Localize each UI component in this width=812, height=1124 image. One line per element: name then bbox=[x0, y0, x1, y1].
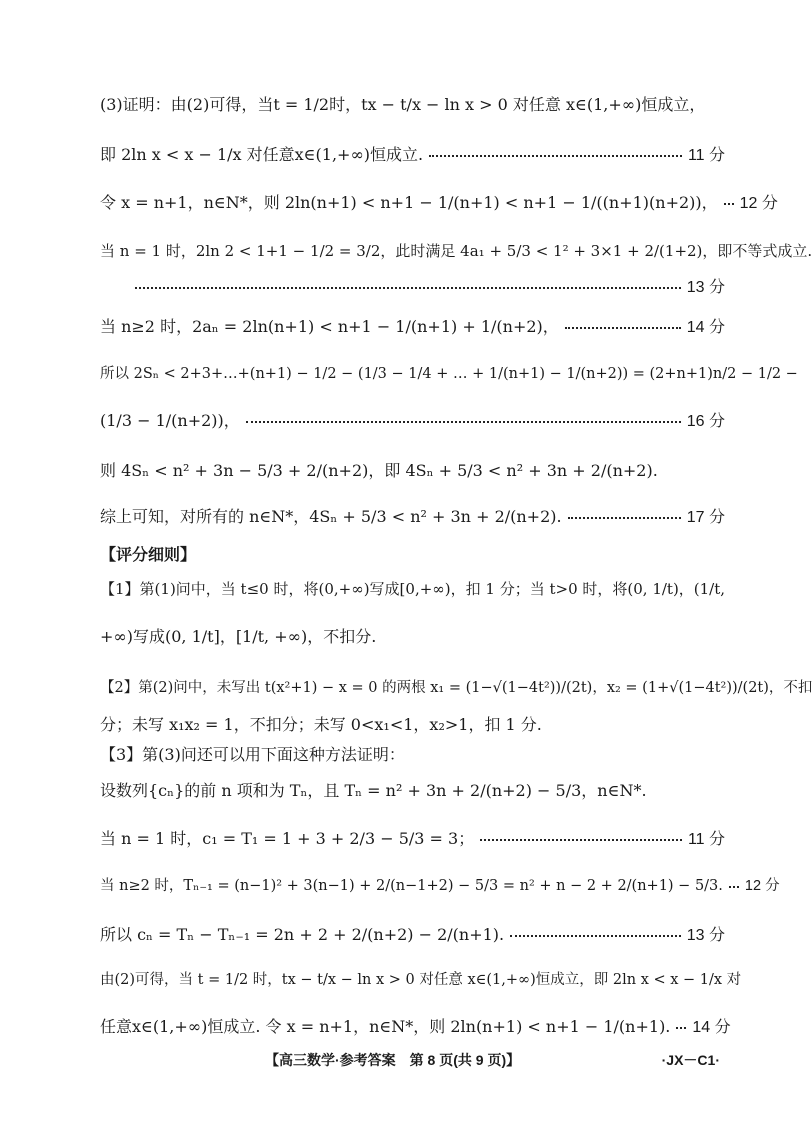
rubric-3-e bbox=[100, 968, 742, 989]
score-13: 13 分 bbox=[686, 279, 725, 296]
rubric-1-a-text: 【1】第(1)问中，当 t≤0 时，将(0,+∞)写成[0,+∞)，扣 1 分；当 t>0 时，将(0, 1/t)，(1/t, bbox=[100, 580, 726, 598]
score-13-alt: 13 分 bbox=[686, 927, 725, 944]
leader-dots bbox=[135, 287, 681, 289]
rubric-2-b bbox=[100, 712, 725, 735]
score-14-alt: 14 分 bbox=[692, 1019, 731, 1036]
proof-step-13-b bbox=[135, 274, 725, 297]
rubric-3-heading bbox=[100, 742, 725, 765]
proof-step-12 bbox=[100, 190, 778, 213]
rubric-3-c bbox=[100, 874, 780, 895]
proof-step-13-text: 当 n = 1 时，2ln 2 < 1+1 − 1/2 = 3/2，此时满足 4a₁ + 5/3 < 1² + 3×1 + 2/(1+2)，即不等式成立. bbox=[100, 242, 812, 260]
footer-page-info: 【高三数学·参考答案 第 8 页(共 9 页)】 bbox=[265, 1052, 521, 1068]
rubric-1-b bbox=[100, 624, 725, 647]
proof-step-13-a bbox=[100, 240, 812, 261]
rubric-1-a bbox=[100, 578, 725, 599]
proof-result-line bbox=[100, 458, 725, 481]
proof-step-11-text: 即 2ln x < x − 1/x 对任意x∈(1,+∞)恒成立. bbox=[100, 145, 424, 164]
rubric-2-b-text: 分；未写 x₁x₂ = 1，不扣分；未写 0<x₁<1，x₂>1，扣 1 分. bbox=[100, 715, 542, 734]
footer-code: ·JX－C1· bbox=[661, 1052, 720, 1068]
rubric-3-text: 【3】第(3)问还可以用下面这种方法证明： bbox=[100, 745, 405, 764]
rubric-3-f bbox=[100, 1014, 731, 1037]
rubric-2-a-text: 【2】第(2)问中，未写出 t(x²+1) − x = 0 的两根 x₁ = (1−√(1−4t²))/(2t)，x₂ = (1+√(1−4t²))/(2t)，不扣 bbox=[100, 680, 812, 696]
rubric-2-a bbox=[100, 676, 812, 697]
proof-step-11 bbox=[100, 142, 725, 165]
proof-step-12-text: 令 x = n+1，n∈N*，则 2ln(n+1) < n+1 − 1/(n+1) < n+1 − 1/((n+1)(n+2))， bbox=[100, 193, 718, 212]
proof-step-16 bbox=[100, 408, 725, 431]
rubric-3-f-text: 任意x∈(1,+∞)恒成立. 令 x = n+1，n∈N*，则 2ln(n+1) < n+1 − 1/(n+1). bbox=[100, 1017, 671, 1036]
rubric-1-b-text: +∞)写成(0, 1/t]，[1/t, +∞)，不扣分. bbox=[100, 627, 377, 646]
proof-intro-line bbox=[100, 92, 725, 115]
rubric-3-a bbox=[100, 778, 725, 801]
rubric-3-b-text: 当 n = 1 时，c₁ = T₁ = 1 + 3 + 2/3 − 5/3 = 3； bbox=[100, 829, 475, 848]
rubric-3-a-text: 设数列{cₙ}的前 n 项和为 Tₙ，且 Tₙ = n² + 3n + 2/(n+2) − 5/3，n∈N*. bbox=[100, 781, 647, 800]
leader-dots bbox=[729, 886, 739, 888]
rubric-3-b bbox=[100, 826, 725, 849]
leader-dots bbox=[565, 327, 681, 329]
proof-sum-line bbox=[100, 362, 798, 383]
score-11: 11 分 bbox=[687, 147, 725, 164]
rubric-3-d-text: 所以 cₙ = Tₙ − Tₙ₋₁ = 2n + 2 + 2/(n+2) − 2/(n+1). bbox=[100, 925, 505, 944]
leader-dots bbox=[510, 935, 681, 937]
proof-result-text: 则 4Sₙ < n² + 3n − 5/3 + 2/(n+2)，即 4Sₙ + 5/3 < n² + 3n + 2/(n+2). bbox=[100, 461, 658, 480]
leader-dots bbox=[480, 839, 682, 841]
proof-intro-text: (3)证明：由(2)可得，当t = 1/2时，tx − t/x − ln x > 0 对任意 x∈(1,+∞)恒成立， bbox=[100, 95, 706, 114]
page-footer bbox=[0, 1050, 800, 1080]
leader-dots bbox=[246, 421, 681, 423]
score-16: 16 分 bbox=[686, 413, 725, 430]
leader-dots bbox=[676, 1027, 686, 1029]
proof-step-16-text: (1/3 − 1/(n+2))， bbox=[100, 411, 240, 430]
score-11-alt: 11 分 bbox=[687, 831, 725, 848]
rubric-heading-text: 【评分细则】 bbox=[100, 547, 197, 564]
rubric-3-c-text: 当 n≥2 时，Tₙ₋₁ = (n−1)² + 3(n−1) + 2/(n−1+2) − 5/3 = n² + n − 2 + 2/(n+1) − 5/3. bbox=[100, 878, 723, 894]
proof-step-17-text: 综上可知，对所有的 n∈N*，4Sₙ + 5/3 < n² + 3n + 2/(n+2). bbox=[100, 507, 562, 526]
score-12-alt: 12 分 bbox=[744, 878, 780, 894]
proof-step-17 bbox=[100, 504, 725, 527]
rubric-3-d bbox=[100, 922, 725, 945]
proof-step-14 bbox=[100, 314, 725, 337]
proof-step-14-text: 当 n≥2 时，2aₙ = 2ln(n+1) < n+1 − 1/(n+1) + 1/(n+2)， bbox=[100, 317, 559, 336]
proof-sum-text: 所以 2Sₙ < 2+3+…+(n+1) − 1/2 − (1/3 − 1/4 + … + 1/(n+1) − 1/(n+2)) = (2+n+1)n/2 − 1/2 − bbox=[100, 366, 798, 382]
rubric-3-e-text: 由(2)可得，当 t = 1/2 时，tx − t/x − ln x > 0 对任意 x∈(1,+∞)恒成立，即 2ln x < x − 1/x 对 bbox=[100, 972, 742, 988]
score-17: 17 分 bbox=[686, 509, 725, 526]
leader-dots bbox=[568, 517, 681, 519]
score-12: 12 分 bbox=[739, 195, 778, 212]
score-14: 14 分 bbox=[686, 319, 725, 336]
leader-dots bbox=[724, 203, 734, 205]
leader-dots bbox=[429, 155, 682, 157]
rubric-heading bbox=[100, 542, 725, 565]
